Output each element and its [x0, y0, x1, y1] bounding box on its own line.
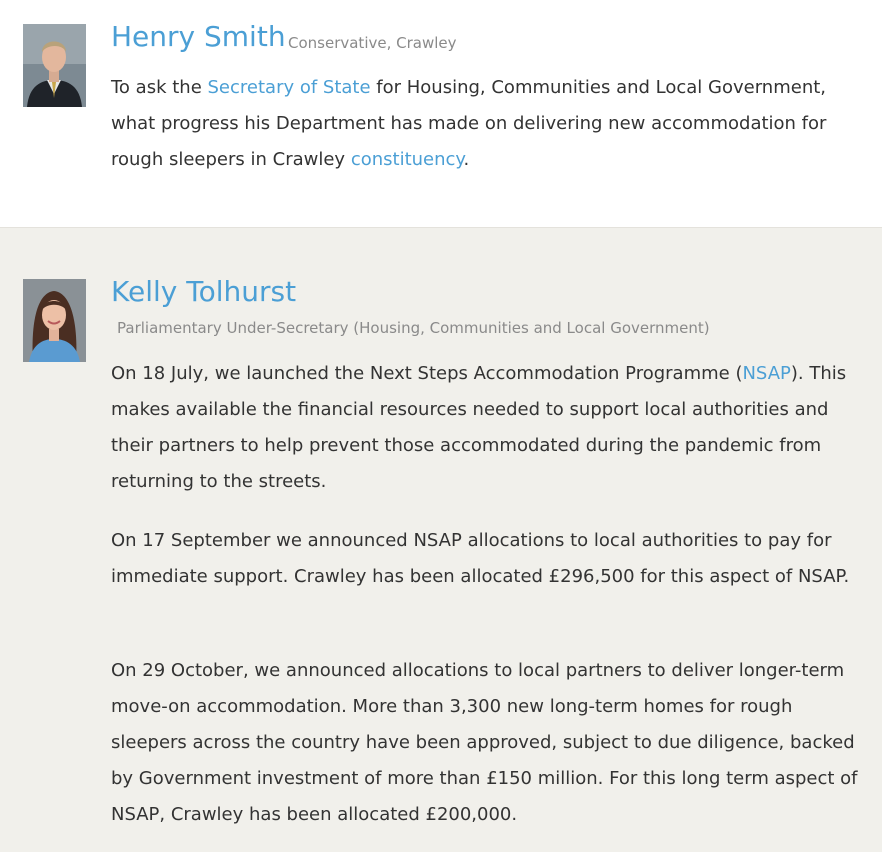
secretary-of-state-link[interactable]: Secretary of State	[207, 77, 371, 98]
question-text-intro: To ask the	[111, 77, 208, 98]
answer-paragraph-1	[111, 356, 863, 500]
answer-p1-rest: ). This makes available the financial resources needed to support local authorities and their partners to help prevent those accommodated during the pandemic from returning to the streets.	[111, 363, 847, 492]
question-member-name[interactable]: Henry Smith	[111, 20, 286, 53]
kelly-tolhurst-avatar[interactable]	[23, 279, 86, 362]
kelly-tolhurst-portrait	[23, 279, 86, 362]
nsap-link[interactable]: NSAP	[742, 363, 791, 384]
question-text-middle: for Housing, Communities and Local Government, what progress his Department has made on delivering new accommodation for rough sleepers in Crawley	[111, 77, 827, 170]
question-member-party-constituency: Conservative, Crawley	[288, 34, 457, 52]
answer-paragraph-3: On 29 October, we announced allocations to local partners to deliver longer-term move-on accommodation. More than 3,300 new long-term homes for rough sleepers across the country have been approved, subject to due diligence, backed by Government investment of more than £150 million. For this long term aspect of NSAP, Crawley has been allocated £200,000.	[111, 660, 858, 825]
answer-p1-intro: On 18 July, we launched the Next Steps Accommodation Programme (	[111, 363, 743, 384]
question-text-end: .	[463, 149, 470, 170]
henry-smith-portrait	[23, 24, 86, 107]
answer-member-role: Parliamentary Under-Secretary (Housing, Communities and Local Government)	[117, 319, 710, 337]
constituency-link[interactable]: constituency	[350, 149, 464, 170]
answer-paragraph-2: On 17 September we announced NSAP allocations to local authorities to pay for immediate support. Crawley has been allocated £296,500 for this aspect of NSAP.	[111, 530, 850, 587]
henry-smith-avatar[interactable]	[23, 24, 86, 107]
answer-member-name[interactable]: Kelly Tolhurst	[111, 275, 297, 308]
question-text	[111, 70, 863, 178]
question-section	[0, 0, 882, 228]
